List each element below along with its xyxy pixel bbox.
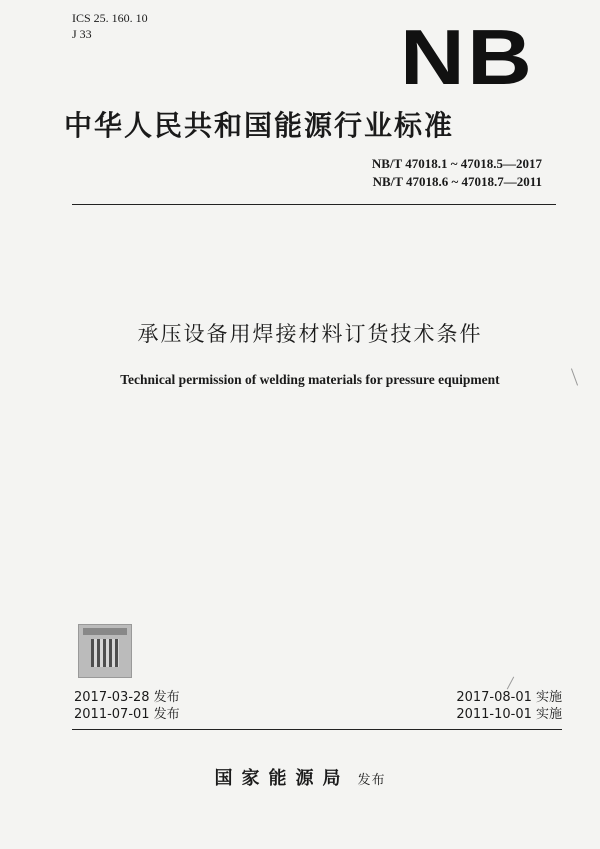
issuer-line xyxy=(0,764,600,790)
qr-code-icon xyxy=(91,639,119,667)
standard-title-zh: 承压设备用焊接材料订货技术条件 xyxy=(137,322,483,346)
standard-title-en: Technical permission of welding materials for pressure equipment xyxy=(120,372,500,387)
standard-number-1: NB/T 47018.1 ~ 47018.5—2017 xyxy=(371,156,542,171)
top-divider xyxy=(72,204,556,205)
qr-code-sticker xyxy=(78,624,132,678)
issuer-name: 国家能源局 xyxy=(214,768,350,789)
class-code: J 33 xyxy=(72,27,92,41)
issue-date-2: 2011-07-01 发布 xyxy=(74,707,180,722)
effective-date-1: 2017-08-01 实施 xyxy=(456,690,562,705)
standard-numbers xyxy=(372,155,542,191)
issuer-verb: 发布 xyxy=(357,773,386,788)
bottom-divider xyxy=(72,729,562,730)
industry-standard-title: 中华人民共和国能源行业标准 xyxy=(64,109,455,142)
ics-code: ICS 25. 160. 10 xyxy=(72,11,148,25)
issue-date-1: 2017-03-28 发布 xyxy=(74,690,180,705)
effective-dates xyxy=(456,689,562,723)
classification-codes xyxy=(72,10,148,42)
standard-number-2: NB/T 47018.6 ~ 47018.7—2011 xyxy=(372,174,542,189)
scan-mark xyxy=(507,677,514,690)
nb-logo: NB xyxy=(400,13,535,101)
effective-date-2: 2011-10-01 实施 xyxy=(456,707,562,722)
issue-dates xyxy=(74,689,180,723)
